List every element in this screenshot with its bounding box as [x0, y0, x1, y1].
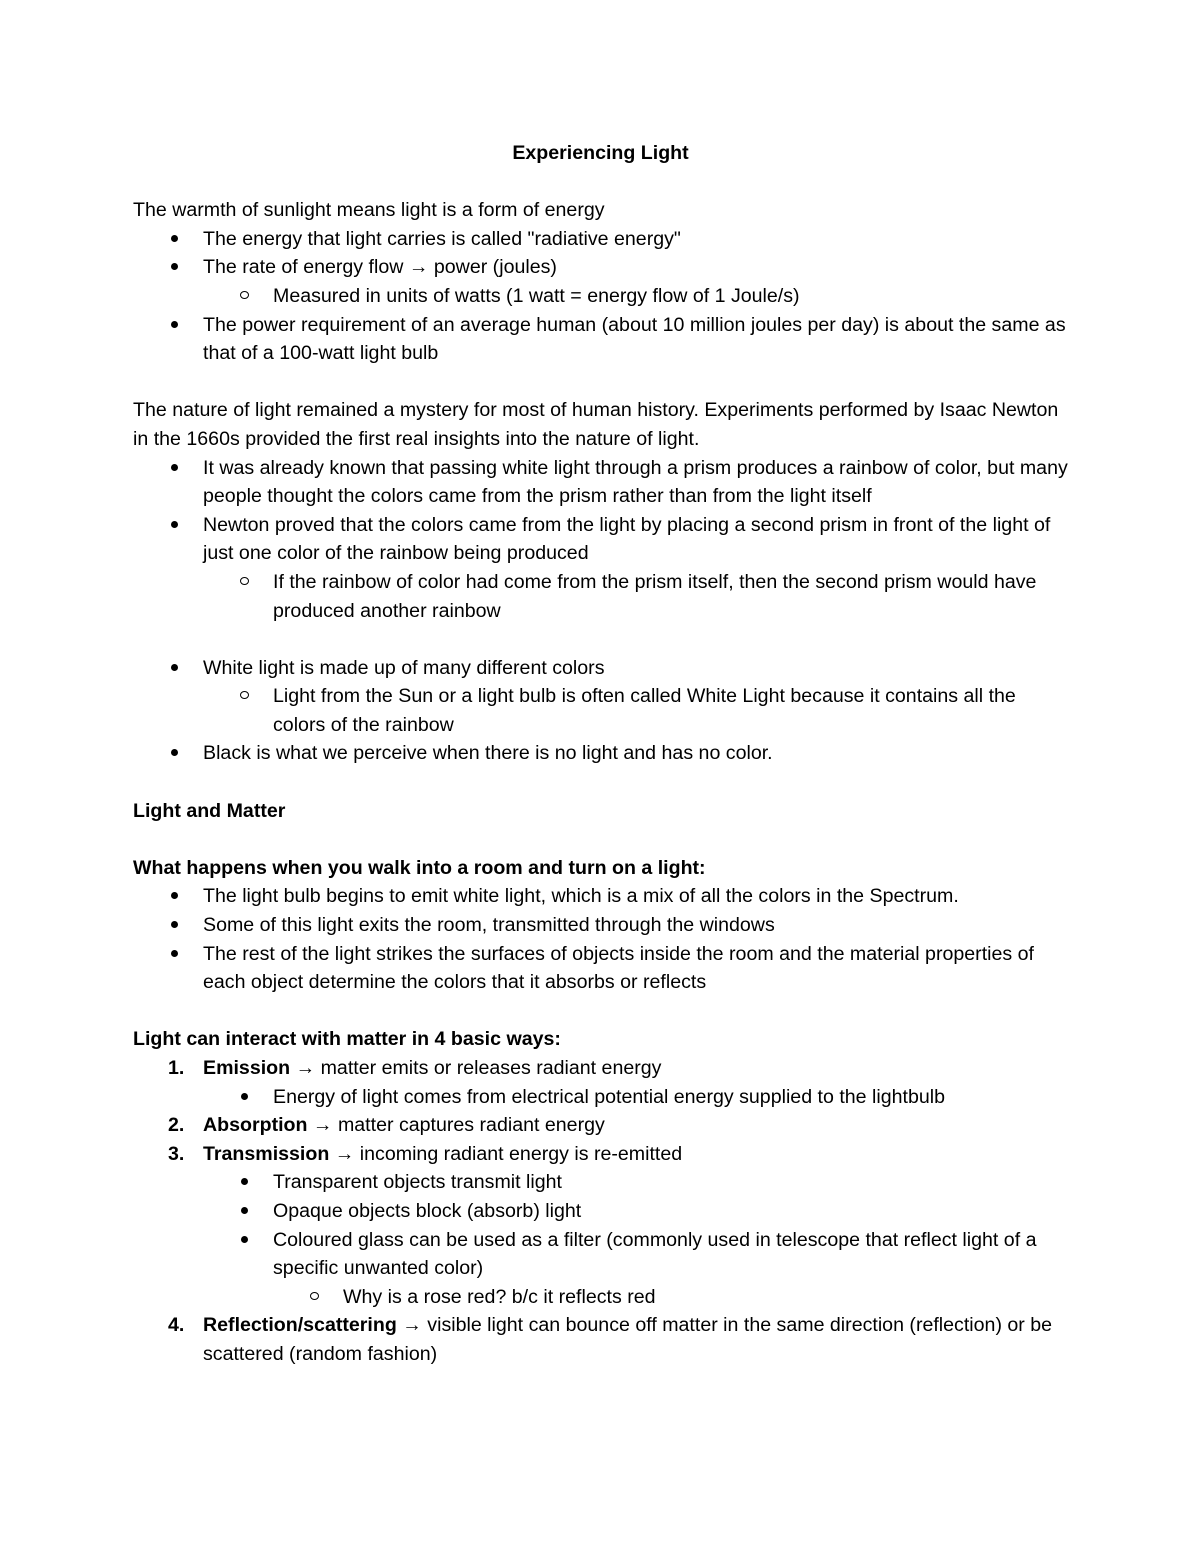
hollow-bullet-icon	[240, 691, 249, 699]
bullet-icon	[171, 235, 178, 242]
list-item: Coloured glass can be used as a filter (commonly used in telescope that reflect light of a specific unwanted color)	[133, 1226, 1068, 1283]
bullet-icon	[241, 1178, 248, 1185]
list-item: Energy of light comes from electrical potential energy supplied to the lightbulb	[133, 1083, 1068, 1112]
list-item: The energy that light carries is called "radiative energy"	[133, 225, 1068, 254]
section-subheading: What happens when you walk into a room and turn on a light:	[133, 856, 706, 879]
page-title: Experiencing Light	[512, 142, 689, 164]
term-label: Transmission	[203, 1142, 330, 1165]
intro-paragraph: The warmth of sunlight means light is a form of energy	[133, 199, 605, 222]
bullet-icon	[171, 263, 178, 270]
intro-paragraph: The nature of light remained a mystery for most of human history. Experiments performed by Isaac Newton in the 1660s provided the first real insights into the nature of light.	[133, 399, 1059, 450]
list-item: The light bulb begins to emit white light, which is a mix of all the colors in the Spectrum.	[133, 882, 1068, 911]
list-item: White light is made up of many different colors	[133, 654, 1068, 683]
list-item: Opaque objects block (absorb) light	[133, 1197, 1068, 1226]
list-item: Transparent objects transmit light	[133, 1168, 1068, 1197]
list-item: If the rainbow of color had come from the prism itself, then the second prism would have produced another rainbow	[133, 568, 1068, 625]
bullet-icon	[241, 1207, 248, 1214]
bullet-icon	[171, 950, 178, 957]
list-item: Why is a rose red? b/c it reflects red	[133, 1283, 1068, 1312]
bullet-icon	[171, 521, 178, 528]
bullet-icon	[171, 321, 178, 328]
list-item: Measured in units of watts (1 watt = energy flow of 1 Joule/s)	[133, 282, 1068, 311]
term-label: Emission	[203, 1057, 291, 1079]
numbered-item: 4. Reflection/scattering → visible light can bounce off matter in the same direction (reflection) or be scattered (random fashion)	[168, 1314, 1053, 1365]
numbered-item: 2. Absorption → matter captures radiant energy	[168, 1114, 605, 1137]
spacer	[133, 625, 1068, 654]
section-heading: Light can interact with matter in 4 basic ways:	[133, 1028, 561, 1051]
spacer	[133, 768, 1068, 797]
numbered-item: 3. Transmission → incoming radiant energy is re-emitted	[168, 1142, 683, 1165]
bullet-icon	[171, 464, 178, 471]
section-heading: Light and Matter	[133, 799, 286, 822]
hollow-bullet-icon	[240, 577, 249, 585]
term-label: Reflection/scattering	[203, 1314, 397, 1337]
numbered-item: 1. Emission → matter emits or releases radiant energy	[168, 1057, 662, 1079]
hollow-bullet-icon	[310, 1292, 319, 1300]
bullet-icon	[241, 1236, 248, 1243]
list-item: Black is what we perceive when there is no light and has no color.	[133, 739, 1068, 768]
bullet-icon	[171, 664, 178, 671]
bullet-icon	[171, 921, 178, 928]
list-item: Some of this light exits the room, transmitted through the windows	[133, 911, 1068, 940]
spacer	[133, 368, 1068, 397]
list-item: The rest of the light strikes the surfaces of objects inside the room and the material properties of each object determine the colors that it absorbs or reflects	[133, 940, 1068, 997]
list-item: Newton proved that the colors came from the light by placing a second prism in front of the light of just one color of the rainbow being produced	[133, 511, 1068, 568]
bullet-icon	[171, 749, 178, 756]
list-item: The rate of energy flow → power (joules)	[133, 253, 1068, 282]
spacer	[133, 825, 1068, 854]
bullet-icon	[171, 892, 178, 899]
bullet-icon	[241, 1093, 248, 1100]
list-item: It was already known that passing white light through a prism produces a rainbow of color, but many people thought the colors came from the prism rather than from the light itself	[133, 454, 1068, 511]
term-label: Absorption	[203, 1114, 308, 1137]
spacer	[133, 997, 1068, 1026]
list-item: Light from the Sun or a light bulb is often called White Light because it contains all the colors of the rainbow	[133, 682, 1068, 739]
document-page	[133, 139, 1068, 1369]
list-item: The power requirement of an average human (about 10 million joules per day) is about the same as that of a 100-watt light bulb	[133, 311, 1068, 368]
hollow-bullet-icon	[240, 291, 249, 299]
